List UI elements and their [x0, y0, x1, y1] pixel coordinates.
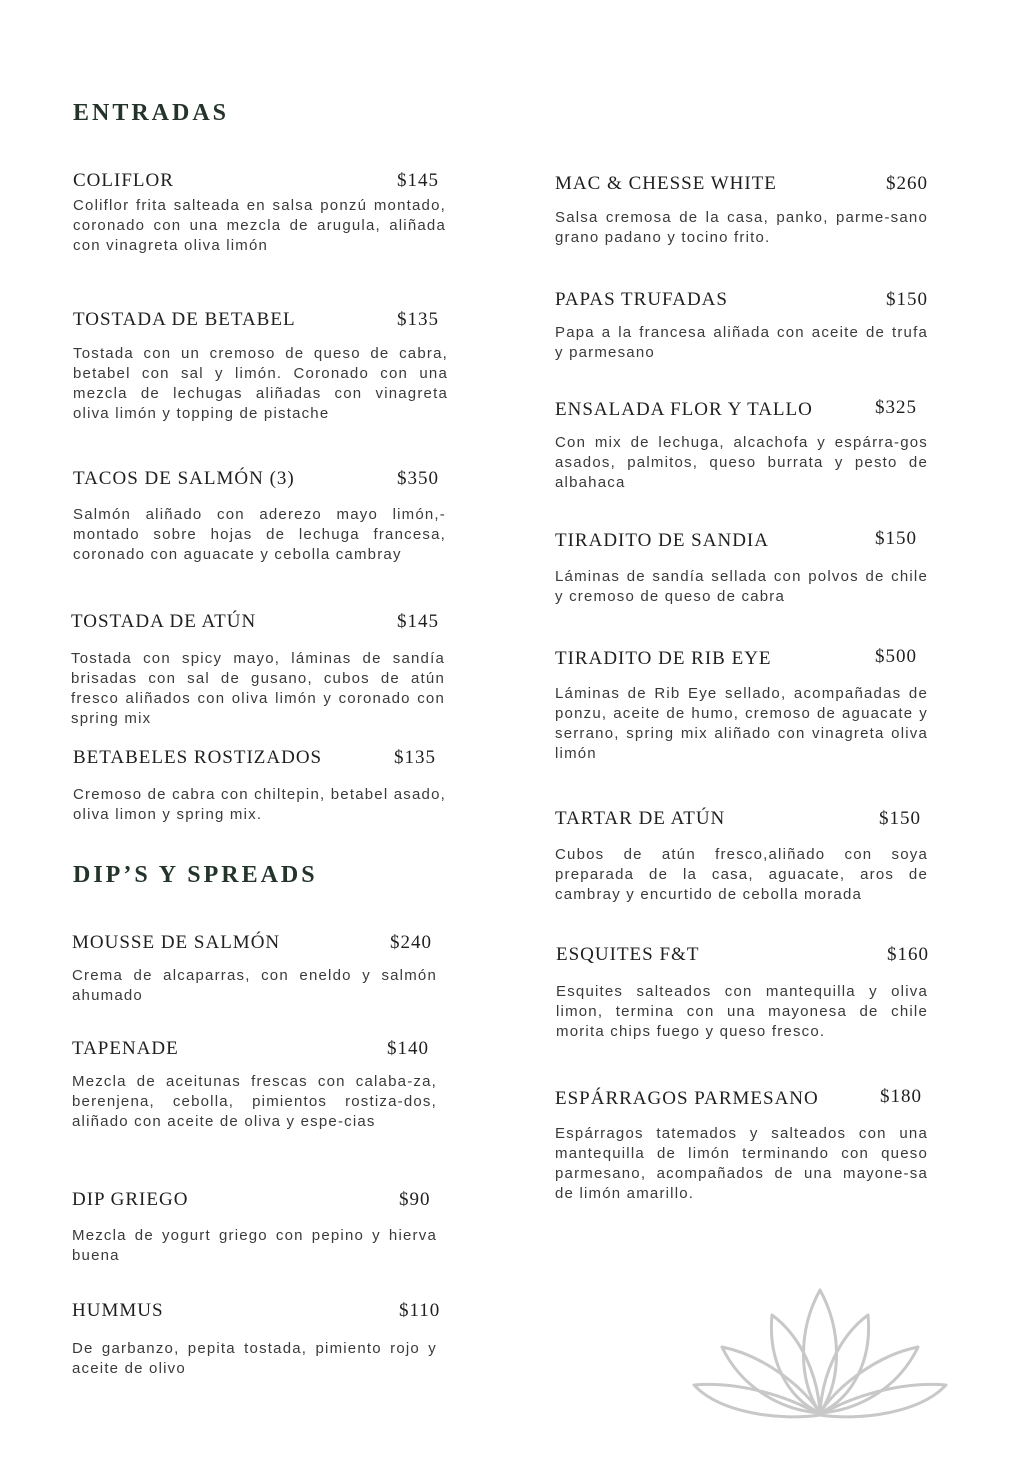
item-price: $350 — [397, 468, 439, 489]
item-name: DIP GRIEGO — [72, 1189, 189, 1210]
menu-item-mousse-salmon — [72, 932, 437, 1006]
menu-item-esquites — [556, 944, 928, 1042]
menu-item-betabeles — [73, 747, 446, 825]
item-name: ESPÁRRAGOS PARMESANO — [555, 1088, 819, 1109]
menu-item-esparragos — [555, 1086, 928, 1204]
item-price: $240 — [390, 932, 432, 953]
item-description: Salmón aliñado con aderezo mayo limón,-montado sobre hojas de lechuga francesa, coronado con aguacate y cebolla cambray — [73, 506, 446, 563]
item-price: $325 — [875, 397, 917, 418]
item-description: Tostada con spicy mayo, láminas de sandía brisadas con sal de gusano, cubos de atún fresco aliñados con oliva limón y coronado con spring mix — [71, 650, 445, 727]
item-name: COLIFLOR — [73, 170, 174, 191]
item-name: TAPENADE — [72, 1038, 179, 1059]
item-name: TOSTADA DE ATÚN — [71, 611, 257, 632]
item-price: $260 — [886, 173, 928, 194]
menu-item-tostada-betabel — [73, 309, 448, 424]
item-name: TIRADITO DE RIB EYE — [555, 648, 772, 669]
item-description: Láminas de sandía sellada con polvos de chile y cremoso de queso de cabra — [555, 568, 928, 605]
menu-item-tacos-salmon — [73, 468, 446, 565]
item-description: Con mix de lechuga, alcachofa y espárra-gos asados, palmitos, queso burrata y pesto de albahaca — [555, 434, 928, 491]
item-description: Crema de alcaparras, con eneldo y salmón ahumado — [72, 967, 437, 1004]
item-name: TIRADITO DE SANDIA — [555, 530, 769, 551]
item-name: TACOS DE SALMÓN (3) — [73, 468, 295, 489]
item-description: Papa a la francesa aliñada con aceite de trufa y parmesano — [555, 324, 928, 361]
item-name: BETABELES ROSTIZADOS — [73, 747, 323, 768]
item-name: TARTAR DE ATÚN — [555, 808, 726, 829]
menu-item-tartar-atun — [555, 808, 928, 905]
menu-item-tiradito-rib-eye — [555, 646, 928, 764]
item-price: $110 — [399, 1300, 441, 1321]
item-price: $145 — [397, 611, 439, 632]
menu-item-tostada-atun — [71, 611, 445, 729]
item-price: $160 — [887, 944, 929, 965]
item-description: Mezcla de aceitunas frescas con calaba-za, berenjena, cebolla, pimientos rostiza-dos, aliñado con aceite de oliva y espe-cias — [72, 1073, 437, 1130]
menu-item-hummus — [72, 1300, 441, 1379]
item-price: $500 — [875, 646, 917, 667]
item-description: Salsa cremosa de la casa, panko, parme-sano grano padano y tocino frito. — [555, 209, 928, 246]
item-description: Láminas de Rib Eye sellado, acompañadas de ponzu, aceite de humo, cremoso de aguacate y serrano, spring mix aliñado con vinagreta oliva limón — [555, 685, 928, 762]
menu-item-ensalada-flor — [555, 397, 928, 493]
item-price: $140 — [387, 1038, 429, 1059]
item-price: $150 — [875, 528, 917, 549]
menu-item-mac-chesse — [555, 173, 928, 248]
item-price: $135 — [394, 747, 436, 768]
menu-item-papas-trufadas — [555, 289, 928, 363]
item-name: TOSTADA DE BETABEL — [73, 309, 296, 330]
menu-item-coliflor — [73, 170, 446, 256]
item-price: $150 — [886, 289, 928, 310]
item-description: Tostada con un cremoso de queso de cabra, betabel con sal y limón. Coronado con una mezcla de lechugas aliñadas con vinagreta oliva limón y topping de pistache — [73, 345, 448, 422]
item-name: MAC & CHESSE WHITE — [555, 173, 777, 194]
item-description: Esquites salteados con mantequilla y oliva limon, termina con una mayonesa de chile morita chips fuego y queso fresco. — [556, 983, 928, 1040]
section-title-dips: DIP’S Y SPREADS — [73, 862, 318, 888]
item-price: $180 — [880, 1086, 922, 1107]
item-name: ENSALADA FLOR Y TALLO — [555, 399, 813, 420]
item-description: De garbanzo, pepita tostada, pimiento rojo y aceite de olivo — [72, 1340, 437, 1377]
item-description: Espárragos tatemados y salteados con una mantequilla de limón terminando con queso parmesano, acompañados de una mayone-sa de limón amarillo. — [555, 1125, 928, 1202]
item-price: $135 — [397, 309, 439, 330]
item-name: MOUSSE DE SALMÓN — [72, 932, 281, 953]
item-name: PAPAS TRUFADAS — [555, 289, 728, 310]
menu-item-tiradito-sandia — [555, 528, 928, 607]
item-price: $90 — [399, 1189, 431, 1210]
section-title-entradas: ENTRADAS — [73, 100, 230, 126]
item-name: HUMMUS — [72, 1300, 164, 1321]
item-description: Coliflor frita salteada en salsa ponzú montado, coronado con una mezcla de arugula, aliñada con vinagreta oliva limón — [73, 197, 446, 254]
item-name: ESQUITES F&T — [556, 944, 700, 965]
menu-item-tapenade — [72, 1038, 437, 1132]
item-price: $150 — [879, 808, 921, 829]
item-description: Mezcla de yogurt griego con pepino y hierva buena — [72, 1227, 437, 1264]
menu-item-dip-griego — [72, 1189, 437, 1266]
item-description: Cubos de atún fresco,aliñado con soya preparada de la casa, aguacate, aros de cambray y encurtido de cebolla morada — [555, 846, 928, 903]
item-description: Cremoso de cabra con chiltepin, betabel asado, oliva limon y spring mix. — [73, 786, 446, 823]
item-price: $145 — [397, 170, 439, 191]
lotus-icon — [690, 1285, 950, 1425]
